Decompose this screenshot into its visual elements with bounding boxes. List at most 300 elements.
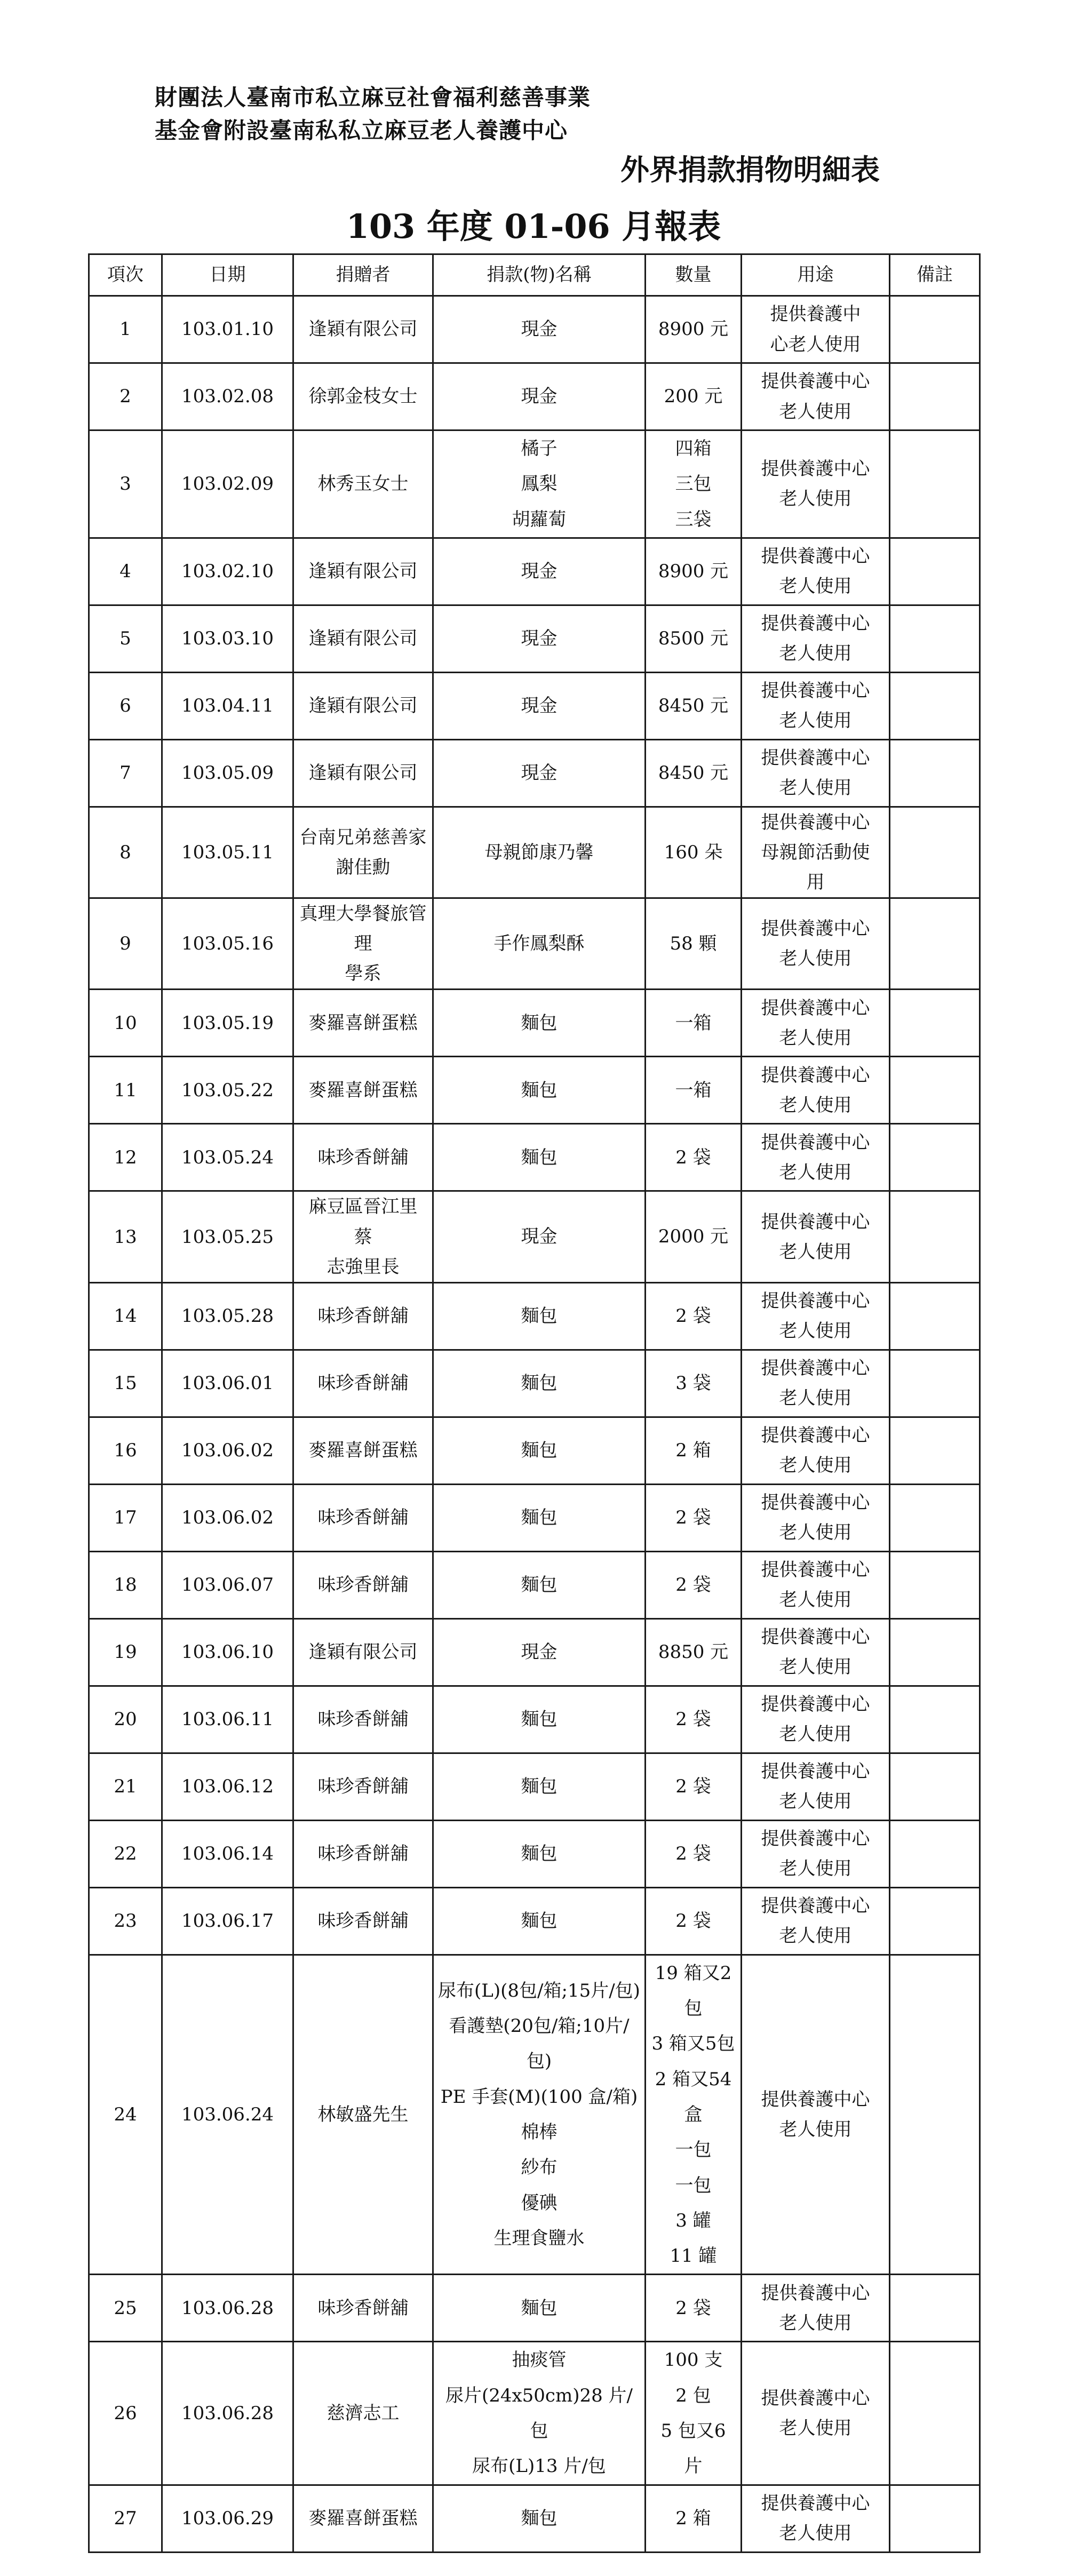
- row-donor: 逢穎有限公司: [308, 695, 418, 717]
- row-usage: 提供養護中心 老人使用: [761, 2088, 870, 2141]
- row-item: 麵包: [521, 1910, 558, 1932]
- row-item-cell: [433, 1057, 646, 1124]
- row-usage-cell: [742, 2275, 890, 2342]
- row-quantity-cell: [646, 538, 742, 605]
- row-usage: 提供養護中心 老人使用: [761, 1626, 870, 1678]
- row-usage: 提供養護中心 老人使用: [761, 1064, 870, 1116]
- row-index: 14: [114, 1305, 137, 1327]
- row-index-cell: [89, 2485, 162, 2552]
- row-index: 27: [114, 2508, 137, 2530]
- row-item-cell: [433, 2275, 646, 2342]
- row-index-cell: [89, 672, 162, 739]
- row-usage: 提供養護中心 老人使用: [761, 1425, 870, 1477]
- row-quantity: 160 朵: [664, 841, 723, 863]
- row-date: 103.06.28: [181, 2297, 274, 2319]
- row-donor-cell: [293, 1618, 433, 1686]
- row-index-cell: [89, 1350, 162, 1417]
- row-item: 現金: [521, 561, 558, 583]
- row-item: 尿布(L)(8包/箱;15片/包) 看護墊(20包/箱;10片/包) PE 手套(M)(100 盒/箱) 棉棒 紗布 優碘 生理食鹽水: [438, 1980, 640, 2249]
- col-header-quantity: 數量: [646, 254, 742, 296]
- row-item-cell: [433, 605, 646, 672]
- row-date-cell: [162, 1124, 293, 1191]
- row-donor: 麻豆區晉江里 蔡 志強里長: [308, 1196, 418, 1278]
- row-index: 24: [114, 2104, 137, 2126]
- table-row: [89, 1955, 980, 2275]
- row-quantity: 2 袋: [675, 1574, 711, 1596]
- row-index-cell: [89, 363, 162, 430]
- row-usage-cell: [742, 1484, 890, 1551]
- row-quantity-cell: [646, 1191, 742, 1282]
- row-donor-cell: [293, 739, 433, 807]
- row-donor: 味珍香餅舖: [317, 1305, 409, 1327]
- row-donor-cell: [293, 363, 433, 430]
- row-donor-cell: [293, 1282, 433, 1350]
- row-donor: 逢穎有限公司: [308, 628, 418, 650]
- row-item-cell: [433, 2485, 646, 2552]
- document-title: 外界捐款捐物明細表: [620, 153, 880, 187]
- row-note-cell: [890, 898, 980, 990]
- organization-name-line-1: 財團法人臺南市私立麻豆社會福利慈善事業: [155, 84, 591, 110]
- row-date-cell: [162, 807, 293, 898]
- row-date: 103.01.10: [181, 318, 274, 340]
- donation-table: [88, 253, 981, 2553]
- row-donor: 麥羅喜餅蛋糕: [308, 1012, 418, 1034]
- row-index: 9: [120, 933, 131, 955]
- row-index: 17: [114, 1507, 137, 1529]
- row-item: 橘子 鳳梨 胡蘿蔔: [512, 438, 567, 530]
- row-item-cell: [433, 1417, 646, 1484]
- row-item: 母親節康乃馨: [484, 841, 594, 863]
- table-row: [89, 1124, 980, 1191]
- table-row: [89, 990, 980, 1057]
- row-date: 103.06.17: [181, 1910, 274, 1932]
- table-row: [89, 1282, 980, 1350]
- row-date: 103.02.10: [181, 561, 274, 583]
- row-date-cell: [162, 605, 293, 672]
- row-index-cell: [89, 1955, 162, 2275]
- row-item: 現金: [521, 386, 558, 408]
- row-item: 麵包: [521, 1373, 558, 1394]
- row-item: 手作鳳梨酥: [493, 933, 585, 955]
- row-quantity-cell: [646, 1282, 742, 1350]
- row-index-cell: [89, 990, 162, 1057]
- table-row: [89, 538, 980, 605]
- row-usage-cell: [742, 1955, 890, 2275]
- row-index: 6: [120, 695, 131, 717]
- row-note-cell: [890, 2485, 980, 2552]
- table-row: [89, 1618, 980, 1686]
- row-note-cell: [890, 739, 980, 807]
- row-donor: 麥羅喜餅蛋糕: [308, 1079, 418, 1101]
- row-donor-cell: [293, 1057, 433, 1124]
- row-date-cell: [162, 739, 293, 807]
- row-usage-cell: [742, 898, 890, 990]
- table-row: [89, 672, 980, 739]
- row-quantity: 2 袋: [675, 2297, 711, 2319]
- row-date: 103.04.11: [181, 695, 274, 717]
- row-usage: 提供養護中心 老人使用: [761, 1895, 870, 1947]
- row-donor-cell: [293, 1753, 433, 1820]
- row-donor-cell: [293, 2342, 433, 2485]
- row-donor: 逢穎有限公司: [308, 1641, 418, 1663]
- row-item-cell: [433, 1686, 646, 1753]
- row-usage: 提供養護中心 老人使用: [761, 546, 870, 597]
- row-usage: 提供養護中心 老人使用: [761, 680, 870, 732]
- row-item-cell: [433, 1955, 646, 2275]
- row-item-cell: [433, 807, 646, 898]
- row-date-cell: [162, 1417, 293, 1484]
- row-usage: 提供養護中心 老人使用: [761, 2387, 870, 2439]
- row-note-cell: [890, 1551, 980, 1618]
- row-usage-cell: [742, 1686, 890, 1753]
- row-quantity: 8500 元: [658, 628, 729, 650]
- row-index-cell: [89, 1057, 162, 1124]
- row-quantity: 8900 元: [658, 561, 729, 583]
- row-quantity: 2 袋: [675, 1507, 711, 1529]
- row-donor: 麥羅喜餅蛋糕: [308, 2508, 418, 2530]
- row-note-cell: [890, 2342, 980, 2485]
- row-note-cell: [890, 672, 980, 739]
- row-item-cell: [433, 296, 646, 363]
- row-date: 103.05.11: [181, 841, 274, 863]
- row-usage-cell: [742, 605, 890, 672]
- row-item: 麵包: [521, 2507, 558, 2529]
- row-usage-cell: [742, 1887, 890, 1955]
- row-note-cell: [890, 363, 980, 430]
- row-quantity: 2 袋: [675, 1776, 711, 1798]
- col-header-item: 捐款(物)名稱: [433, 254, 646, 296]
- row-usage: 提供養護中心 老人使用: [761, 1761, 870, 1813]
- row-index: 21: [114, 1776, 137, 1798]
- row-index-cell: [89, 430, 162, 538]
- row-usage-cell: [742, 1417, 890, 1484]
- row-date-cell: [162, 1551, 293, 1618]
- row-quantity: 2 袋: [675, 1843, 711, 1865]
- row-note-cell: [890, 807, 980, 898]
- row-donor-cell: [293, 430, 433, 538]
- row-quantity-cell: [646, 1887, 742, 1955]
- row-index: 22: [114, 1843, 137, 1865]
- row-donor-cell: [293, 1191, 433, 1282]
- row-index-cell: [89, 1551, 162, 1618]
- row-quantity-cell: [646, 990, 742, 1057]
- row-index-cell: [89, 807, 162, 898]
- row-date: 103.05.16: [181, 933, 274, 955]
- table-row: [89, 296, 980, 363]
- row-usage: 提供養護中心 老人使用: [761, 747, 870, 799]
- row-donor-cell: [293, 1417, 433, 1484]
- row-usage: 提供養護中心 老人使用: [761, 2282, 870, 2334]
- row-item-cell: [433, 739, 646, 807]
- row-date-cell: [162, 2342, 293, 2485]
- row-index: 7: [120, 762, 131, 784]
- row-usage-cell: [742, 1820, 890, 1887]
- row-date-cell: [162, 1282, 293, 1350]
- table-row: [89, 1417, 980, 1484]
- row-donor: 味珍香餅舖: [317, 2297, 409, 2319]
- report-period: 103 年度 01-06 月報表: [346, 207, 721, 246]
- row-item-cell: [433, 1350, 646, 1417]
- row-quantity-cell: [646, 1417, 742, 1484]
- row-note-cell: [890, 538, 980, 605]
- row-usage-cell: [742, 363, 890, 430]
- row-date: 103.06.24: [181, 2104, 274, 2126]
- row-usage: 提供養護中心 老人使用: [761, 1559, 870, 1611]
- row-note-cell: [890, 1753, 980, 1820]
- row-donor: 逢穎有限公司: [308, 561, 418, 583]
- row-date: 103.05.09: [181, 762, 274, 784]
- row-quantity: 8850 元: [658, 1641, 729, 1663]
- row-date-cell: [162, 672, 293, 739]
- row-item-cell: [433, 1753, 646, 1820]
- row-quantity-cell: [646, 672, 742, 739]
- row-usage-cell: [742, 1124, 890, 1191]
- row-item: 麵包: [521, 1776, 558, 1798]
- row-note-cell: [890, 1191, 980, 1282]
- row-quantity-cell: [646, 296, 742, 363]
- row-quantity-cell: [646, 898, 742, 990]
- row-donor: 逢穎有限公司: [308, 762, 418, 784]
- row-donor-cell: [293, 1484, 433, 1551]
- row-usage: 提供養護中心 老人使用: [761, 2493, 870, 2545]
- row-item: 麵包: [521, 1146, 558, 1168]
- row-item-cell: [433, 363, 646, 430]
- row-donor: 慈濟志工: [327, 2402, 400, 2424]
- row-note-cell: [890, 1820, 980, 1887]
- row-item: 麵包: [521, 1507, 558, 1529]
- row-date-cell: [162, 1955, 293, 2275]
- row-quantity-cell: [646, 807, 742, 898]
- row-item: 現金: [521, 1226, 558, 1248]
- row-item: 麵包: [521, 1012, 558, 1034]
- table-header-row: [89, 254, 980, 296]
- table-row: [89, 1820, 980, 1887]
- row-index-cell: [89, 1484, 162, 1551]
- col-header-usage: 用途: [742, 254, 890, 296]
- row-donor: 味珍香餅舖: [317, 1776, 409, 1798]
- row-item: 麵包: [521, 1440, 558, 1462]
- row-quantity: 一箱: [675, 1079, 712, 1101]
- row-index: 25: [114, 2297, 137, 2319]
- row-donor-cell: [293, 296, 433, 363]
- row-item-cell: [433, 672, 646, 739]
- row-item-cell: [433, 1618, 646, 1686]
- row-note-cell: [890, 1057, 980, 1124]
- row-donor-cell: [293, 605, 433, 672]
- row-usage: 提供養護中心 母親節活動使 用: [761, 811, 870, 894]
- row-date: 103.06.01: [181, 1373, 274, 1394]
- row-donor-cell: [293, 898, 433, 990]
- row-item-cell: [433, 2342, 646, 2485]
- row-index-cell: [89, 2275, 162, 2342]
- row-date: 103.06.29: [181, 2508, 274, 2530]
- row-index: 4: [120, 561, 131, 583]
- row-quantity-cell: [646, 1124, 742, 1191]
- row-index-cell: [89, 1753, 162, 1820]
- row-usage-cell: [742, 2485, 890, 2552]
- row-index-cell: [89, 1417, 162, 1484]
- row-index-cell: [89, 605, 162, 672]
- row-donor: 味珍香餅舖: [317, 1709, 409, 1730]
- row-quantity-cell: [646, 2275, 742, 2342]
- row-note-cell: [890, 1124, 980, 1191]
- table-row: [89, 2485, 980, 2552]
- row-donor-cell: [293, 538, 433, 605]
- row-index-cell: [89, 898, 162, 990]
- row-donor: 台南兄弟慈善家 謝佳勳: [299, 826, 427, 879]
- row-item-cell: [433, 1887, 646, 1955]
- row-date-cell: [162, 1820, 293, 1887]
- row-index: 1: [120, 318, 131, 340]
- row-quantity-cell: [646, 1618, 742, 1686]
- row-item: 現金: [521, 1641, 558, 1663]
- row-usage-cell: [742, 1551, 890, 1618]
- row-date-cell: [162, 990, 293, 1057]
- row-donor-cell: [293, 1955, 433, 2275]
- row-index: 23: [114, 1910, 137, 1932]
- row-quantity-cell: [646, 1350, 742, 1417]
- row-quantity: 3 袋: [675, 1373, 711, 1394]
- row-index-cell: [89, 1686, 162, 1753]
- col-header-date: 日期: [162, 254, 293, 296]
- row-date: 103.03.10: [181, 628, 274, 650]
- row-note-cell: [890, 1282, 980, 1350]
- row-donor-cell: [293, 1350, 433, 1417]
- row-date: 103.02.09: [181, 473, 274, 495]
- table-row: [89, 1753, 980, 1820]
- row-donor-cell: [293, 1686, 433, 1753]
- row-date-cell: [162, 1484, 293, 1551]
- row-usage-cell: [742, 430, 890, 538]
- row-donor-cell: [293, 1551, 433, 1618]
- row-usage-cell: [742, 2342, 890, 2485]
- row-item-cell: [433, 990, 646, 1057]
- row-donor-cell: [293, 2275, 433, 2342]
- document-header: [0, 0, 1067, 251]
- row-date: 103.06.02: [181, 1440, 274, 1462]
- row-date-cell: [162, 1057, 293, 1124]
- row-usage: 提供養護中 心老人使用: [770, 304, 861, 355]
- row-quantity-cell: [646, 430, 742, 538]
- row-index: 5: [120, 628, 131, 650]
- row-quantity-cell: [646, 605, 742, 672]
- row-date: 103.06.28: [181, 2402, 274, 2424]
- row-donor: 味珍香餅舖: [317, 1373, 409, 1394]
- row-index-cell: [89, 1820, 162, 1887]
- row-quantity: 一箱: [675, 1012, 712, 1034]
- row-quantity-cell: [646, 363, 742, 430]
- row-note-cell: [890, 1350, 980, 1417]
- row-quantity: 8450 元: [658, 762, 729, 784]
- row-item-cell: [433, 1820, 646, 1887]
- row-item-cell: [433, 1484, 646, 1551]
- row-usage: 提供養護中心 老人使用: [761, 918, 870, 970]
- row-index-cell: [89, 1124, 162, 1191]
- row-item-cell: [433, 1191, 646, 1282]
- table-row: [89, 605, 980, 672]
- row-date-cell: [162, 2275, 293, 2342]
- row-donor: 味珍香餅舖: [317, 1146, 409, 1168]
- row-note-cell: [890, 1417, 980, 1484]
- row-item-cell: [433, 898, 646, 990]
- row-note-cell: [890, 605, 980, 672]
- row-usage-cell: [742, 1191, 890, 1282]
- row-index: 20: [114, 1709, 137, 1730]
- row-note-cell: [890, 430, 980, 538]
- row-item: 麵包: [521, 2297, 558, 2319]
- row-index-cell: [89, 1618, 162, 1686]
- row-index: 18: [114, 1574, 137, 1596]
- row-quantity-cell: [646, 739, 742, 807]
- row-index-cell: [89, 2342, 162, 2485]
- row-usage-cell: [742, 739, 890, 807]
- table-row: [89, 1484, 980, 1551]
- row-item: 麵包: [521, 1079, 558, 1101]
- col-header-index: 項次: [89, 254, 162, 296]
- row-usage-cell: [742, 807, 890, 898]
- row-date: 103.06.12: [181, 1776, 274, 1798]
- row-item: 現金: [521, 762, 558, 784]
- table-row: [89, 1057, 980, 1124]
- row-date: 103.06.02: [181, 1507, 274, 1529]
- row-quantity: 58 顆: [670, 933, 717, 955]
- row-quantity-cell: [646, 1057, 742, 1124]
- row-index: 8: [120, 841, 131, 863]
- row-date: 103.05.19: [181, 1012, 274, 1034]
- row-donor: 徐郭金枝女士: [308, 386, 418, 408]
- row-donor: 味珍香餅舖: [317, 1843, 409, 1865]
- row-donor: 真理大學餐旅管理 學系: [299, 903, 427, 985]
- row-date: 103.05.24: [181, 1146, 274, 1168]
- table-row: [89, 807, 980, 898]
- row-date: 103.06.10: [181, 1641, 274, 1663]
- row-index: 13: [114, 1226, 137, 1248]
- row-usage-cell: [742, 672, 890, 739]
- row-date-cell: [162, 2485, 293, 2552]
- row-date-cell: [162, 1686, 293, 1753]
- col-header-note: 備註: [890, 254, 980, 296]
- row-date-cell: [162, 898, 293, 990]
- row-quantity: 200 元: [664, 386, 723, 408]
- row-donor: 逢穎有限公司: [308, 318, 418, 340]
- row-quantity-cell: [646, 1686, 742, 1753]
- row-usage: 提供養護中心 老人使用: [761, 1131, 870, 1183]
- row-quantity: 2000 元: [658, 1226, 729, 1248]
- row-index-cell: [89, 1887, 162, 1955]
- row-date: 103.06.14: [181, 1843, 274, 1865]
- row-item: 麵包: [521, 1709, 558, 1730]
- row-date-cell: [162, 538, 293, 605]
- row-usage: 提供養護中心 老人使用: [761, 1211, 870, 1263]
- row-quantity: 2 袋: [675, 1910, 711, 1932]
- row-note-cell: [890, 1618, 980, 1686]
- row-quantity: 2 袋: [675, 1305, 711, 1327]
- row-donor-cell: [293, 807, 433, 898]
- table-row: [89, 739, 980, 807]
- row-usage: 提供養護中心 老人使用: [761, 613, 870, 665]
- row-quantity-cell: [646, 2342, 742, 2485]
- row-usage-cell: [742, 1057, 890, 1124]
- row-quantity-cell: [646, 1484, 742, 1551]
- row-quantity-cell: [646, 1753, 742, 1820]
- row-index: 10: [114, 1012, 137, 1034]
- row-date-cell: [162, 296, 293, 363]
- row-index: 16: [114, 1440, 137, 1462]
- row-date: 103.06.11: [181, 1709, 274, 1730]
- row-quantity: 8900 元: [658, 318, 729, 340]
- table-row: [89, 1350, 980, 1417]
- row-quantity-cell: [646, 1955, 742, 2275]
